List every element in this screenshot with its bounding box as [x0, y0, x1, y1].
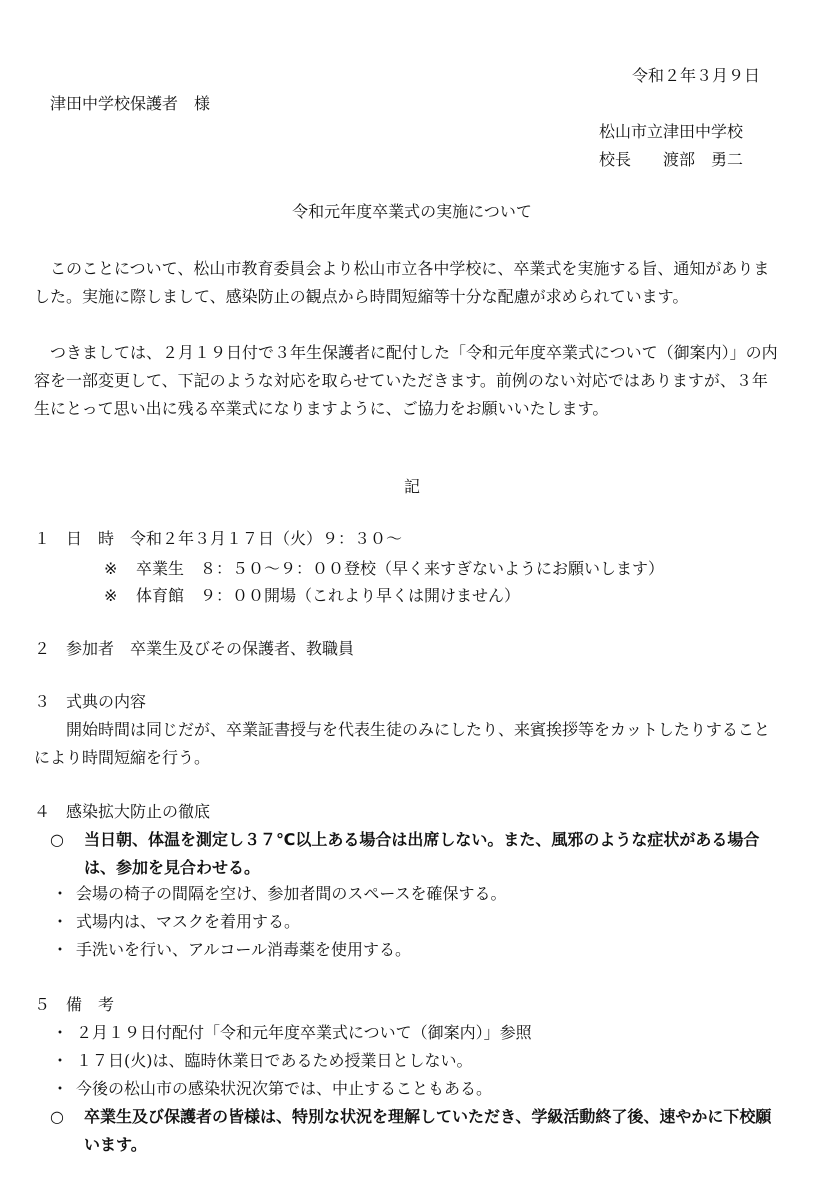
section-2-heading: ２ 参加者 卒業生及びその保護者、教職員 — [34, 639, 355, 658]
section-5-heading: ５ 備 考 — [34, 995, 115, 1014]
recipient: 津田中学校保護者 様 — [50, 94, 211, 113]
section-5-bullet-2 — [44, 1049, 473, 1073]
section-4-heading: ４ 感染拡大防止の徹底 — [34, 802, 211, 821]
section-5-bullet-3 — [44, 1077, 492, 1101]
bullet-mark: ・ — [51, 940, 68, 959]
document-title: 令和元年度卒業式の実施について — [292, 202, 532, 221]
bullet-mark: ・ — [51, 1023, 68, 1042]
intro-paragraph-2: つきましては、２月１９日付で３年生保護者に配付した「令和元年度卒業式について（御案内）」の内容を一部変更して、下記のような対応を取らせていただきます。前例のない対応ではありますが、３年生にとって思い出に残る卒業式になりますように、ご協力をお願いいたします。 — [34, 343, 778, 418]
sender-name: 校長 渡部 勇二 — [599, 150, 744, 169]
note-text: 体育館 ９：００開場（これより早くは開けません） — [136, 586, 521, 605]
section-4-bullet-1 — [44, 882, 507, 906]
bullet-mark: ・ — [51, 912, 68, 931]
section-5-emphasis: 卒業生及び保護者の皆様は、特別な状況を理解していただき、学級活動終了後、速やかに下校願います。 — [84, 1107, 772, 1154]
circle-marker: ○ — [50, 1107, 64, 1126]
intro-paragraph-1: このことについて、松山市教育委員会より松山市立各中学校に、卒業式を実施する旨、通知がありました。実施に際しまして、感染防止の観点から時間短縮等十分な配慮が求められています。 — [34, 259, 770, 306]
section-5-bullet-1 — [44, 1021, 532, 1045]
bullet-text: １７日(火)は、臨時休業日であるため授業日としない。 — [76, 1051, 473, 1070]
section-4-emphasis: 当日朝、体温を測定し３７℃以上ある場合は出席しない。また、風邪のような症状がある場合は、参加を見合わせる。 — [84, 830, 760, 877]
section-3-heading: ３ 式典の内容 — [34, 692, 147, 711]
bullet-text: 会場の椅子の間隔を空け、参加者間のスペースを確保する。 — [76, 884, 507, 903]
section-1-note-2 — [104, 584, 520, 608]
section-1-note-1 — [104, 557, 664, 581]
bullet-text: 式場内は、マスクを着用する。 — [76, 912, 301, 931]
section-3-body: 開始時間は同じだが、卒業証書授与を代表生徒のみにしたり、来賓挨拶等をカットしたりすることにより時間短縮を行う。 — [34, 720, 770, 767]
bullet-mark: ・ — [51, 1079, 68, 1098]
date: 令和２年３月９日 — [631, 66, 760, 85]
bullet-mark: ・ — [51, 884, 68, 903]
section-4-bullet-2 — [44, 910, 300, 934]
sender-org: 松山市立津田中学校 — [599, 122, 744, 141]
note-mark: ※ — [104, 586, 118, 605]
bullet-text: 手洗いを行い、アルコール消毒薬を使用する。 — [76, 940, 412, 959]
ki-heading: 記 — [403, 477, 420, 496]
note-text: 卒業生 ８：５０～９：００登校（早く来すぎないようにお願いします） — [136, 559, 665, 578]
bullet-mark: ・ — [51, 1051, 68, 1070]
circle-marker: ○ — [50, 830, 64, 849]
note-mark: ※ — [104, 559, 118, 578]
bullet-text: ２月１９日付配付「令和元年度卒業式について（御案内）」参照 — [76, 1023, 532, 1042]
section-1-heading: １ 日 時 令和２年３月１７日（火）９：３０～ — [34, 529, 403, 548]
section-4-bullet-3 — [44, 938, 411, 962]
bullet-text: 今後の松山市の感染状況次第では、中止することもある。 — [76, 1079, 493, 1098]
